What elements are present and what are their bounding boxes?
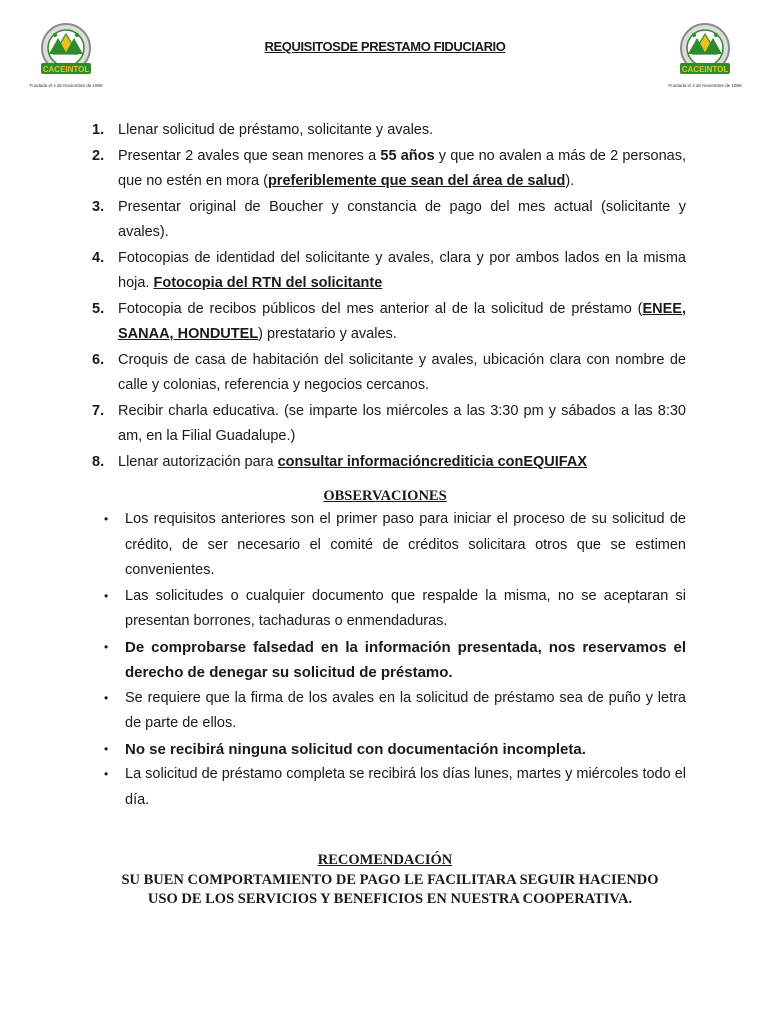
observation-text: No se recibirá ninguna solicitud con documentación incompleta.: [125, 740, 586, 758]
observation-item: [104, 762, 686, 813]
bullet-icon: •: [104, 741, 109, 756]
observation-item: [104, 507, 686, 584]
bullet-icon: •: [104, 588, 109, 603]
observation-item: [104, 686, 686, 737]
requirement-text: ) prestatario y avales.: [258, 326, 397, 342]
logo-text: CACEINTOL: [681, 65, 729, 74]
requirements-list: [92, 118, 686, 475]
logo-text: CACEINTOL: [42, 65, 90, 74]
requirement-number: 4.: [92, 249, 105, 266]
requirement-item: [92, 118, 686, 144]
bullet-icon: •: [104, 690, 109, 705]
recommendation-text: SU BUEN COMPORTAMIENTO DE PAGO LE FACILITARA SEGUIR HACIENDO USO DE LOS SERVICIOS Y BENEFICIOS EN NUESTRA COOPERATIVA.: [121, 872, 659, 907]
requirement-number: 7.: [92, 402, 105, 419]
bullet-icon: •: [104, 639, 109, 654]
requirement-item: [92, 195, 686, 246]
observations-title: OBSERVACIONES: [323, 488, 447, 504]
requirement-number: 8.: [92, 453, 105, 470]
age-limit: 55 años: [380, 147, 435, 164]
requirement-text: ).: [565, 173, 575, 189]
requirement-item: [92, 348, 686, 399]
requirement-item: [92, 450, 686, 476]
requirement-text: Presentar original de Boucher y constancia de pago del mes actual (solicitante y avales).: [118, 198, 686, 240]
requirement-text: Fotocopia de recibos públicos del mes anterior al de la solicitud de préstamo (: [118, 300, 643, 317]
logo-tagline: Fundada el 4 de Noviembre de 1969: [29, 83, 103, 88]
health-area-note: preferiblemente que sean del área de salud: [267, 173, 566, 189]
requirement-item: [92, 144, 686, 195]
observation-text: La solicitud de préstamo completa se recibirá los días lunes, martes y miércoles todo el día.: [125, 766, 686, 808]
observation-item: [104, 635, 686, 686]
cooperative-logo-right: [666, 22, 744, 88]
requirement-text: Croquis de casa de habitación del solicitante y avales, ubicación clara con nombre de calle y colonias, referencia y negocios cercanos.: [118, 351, 686, 393]
requirement-text: Llenar solicitud de préstamo, solicitante y avales.: [118, 122, 434, 138]
logo-tagline: Fundada el 4 de Noviembre de 1969: [668, 83, 742, 88]
bullet-icon: •: [104, 512, 109, 526]
bullet-icon: •: [104, 767, 109, 781]
requirement-text: y que no avalen a más de 2 personas, que no estén en mora (: [118, 147, 687, 189]
requirement-text: Llenar autorización para: [118, 453, 278, 470]
requirement-number: 2.: [92, 147, 105, 164]
observations-list: [104, 507, 686, 813]
observation-text: De comprobarse falsedad en la información presentada, nos reservamos el derecho de denegar su solicitud de préstamo.: [125, 638, 686, 681]
requirement-number: 6.: [92, 351, 105, 368]
observation-item: [104, 737, 686, 763]
requirement-text: Fotocopias de identidad del solicitante y avales, clara y por ambos lados en la misma hoja.: [118, 249, 686, 291]
observation-item: [104, 584, 686, 635]
requirement-item: [92, 297, 686, 348]
requirement-number: 5.: [92, 300, 105, 317]
observation-text: Se requiere que la firma de los avales en la solicitud de préstamo sea de puño y letra de parte de ellos.: [125, 689, 686, 731]
requirement-number: 3.: [92, 198, 105, 215]
requirement-number: 1.: [92, 122, 105, 138]
observation-text: Los requisitos anteriores son el primer paso para iniciar el proceso de su solicitud de crédito, de ser necesario el comité de créditos solicitara otros que se estimen convenientes.: [125, 511, 686, 578]
requirement-text: Recibir charla educativa. (se imparte los miércoles a las 3:30 pm y sábados a las 8:30 am, en la Filial Guadalupe.): [118, 402, 686, 444]
equifax-note: consultar informacióncrediticia conEQUIFAX: [277, 453, 588, 470]
recommendation-title: RECOMENDACIÓN: [317, 852, 453, 868]
cooperative-logo-left: [27, 22, 105, 88]
document-title: REQUISITOSDE PRESTAMO FIDUCIARIO: [264, 39, 506, 54]
requirement-text: Presentar 2 avales que sean menores a: [118, 147, 381, 164]
requirement-item: [92, 246, 686, 297]
rtn-copy-note: Fotocopia del RTN del solicitante: [153, 275, 383, 291]
requirement-item: [92, 399, 686, 450]
utility-companies: ENEE, SANAA, HONDUTEL: [118, 300, 686, 342]
observation-text: Las solicitudes o cualquier documento que respalde la misma, no se aceptaran si presentan borrones, tachaduras o enmendaduras.: [125, 587, 686, 629]
